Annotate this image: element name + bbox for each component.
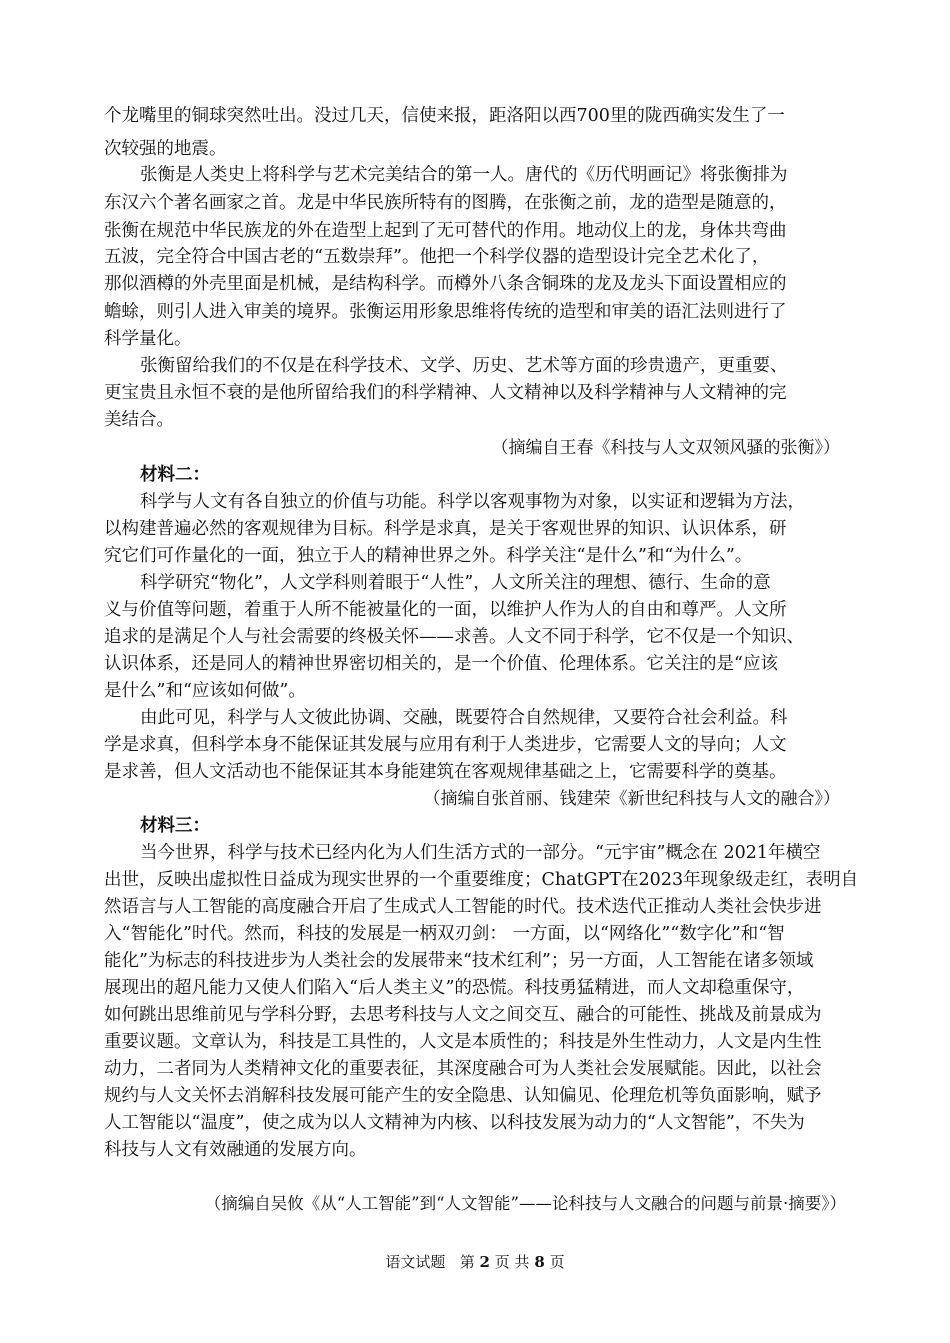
text-line: 是求善，但人文活动也不能保证其本身能建筑在客观规律基础之上，它需要科学的奠基。	[104, 762, 787, 782]
footer-gong: 共	[514, 1253, 530, 1271]
text-line: 科学与人文有各自独立的价值与功能。科学以客观事物为对象，以实证和逻辑为方法，	[140, 492, 805, 512]
text-line: 然语言与人工智能的高度融合开启了生成式人工智能的时代。技术迭代正推动人类社会快步进	[104, 897, 822, 917]
text-line: 当今世界，科学与技术已经内化为人们生活方式的一部分。“元宇宙”概念在 2021年横空	[140, 843, 821, 863]
text-line: 学是求真，但科学本身不能保证其发展与应用有利于人类进步，它需要人文的导向；人文	[104, 735, 787, 755]
section-heading: 材料三：	[140, 816, 210, 836]
text-line: 五波，完全符合中国古老的“五数崇拜”。他把一个科学仪器的造型设计完全艺术化了，	[104, 247, 770, 267]
text-line: 个龙嘴里的铜球突然吐出。没过几天，信使来报，距洛阳以西700里的陇西确实发生了一	[104, 106, 785, 126]
text-line: 是什么”和“应该如何做”。	[104, 681, 306, 701]
text-line: 以构建普遍必然的客观规律为目标。科学是求真，是关于客观世界的知识、认识体系，研	[104, 519, 787, 539]
text-line: 科技与人文有效融通的发展方向。	[104, 1140, 367, 1160]
text-line: 动力，二者同为人类精神文化的重要表征，其深度融合可为人类社会发展赋能。因此，以社会	[104, 1059, 822, 1079]
text-line: 次较强的地震。	[104, 139, 227, 159]
footer-ye: 页	[494, 1253, 510, 1271]
page-footer	[0, 1252, 950, 1272]
text-line: 由此可见，科学与人文彼此协调、交融，既要符合自然规律，又要符合社会利益。科	[140, 708, 788, 728]
citation: （摘编自王春《科技与人文双领风骚的张衡》）	[491, 438, 840, 458]
text-line: 人工智能以“温度”，使之成为以人文精神为内核、以科技发展为动力的“人文智能”，不失为	[104, 1113, 805, 1133]
footer-page-number: 2	[479, 1253, 490, 1271]
text-line: 那似酒樽的外壳里面是机械，是结构科学。而樽外八条含铜珠的龙及龙头下面设置相应的	[104, 274, 787, 294]
text-line: 科学量化。	[104, 329, 192, 349]
text-line: 究它们可作量化的一面，独立于人的精神世界之外。科学关注“是什么”和“为什么”。	[104, 546, 753, 566]
text-line: 追求的是满足个人与社会需要的终极关怀——求善。人文不同于科学，它不仅是一个知识、	[104, 627, 804, 647]
text-line: 义与价值等问题，着重于人所不能被量化的一面，以维护人作为人的自由和尊严。人文所	[104, 600, 787, 620]
text-line: 张衡是人类史上将科学与艺术完美结合的第一人。唐代的《历代明画记》将张衡排为	[140, 165, 788, 185]
text-line: 东汉六个著名画家之首。龙是中华民族所特有的图腾，在张衡之前，龙的造型是随意的，	[104, 193, 787, 213]
footer-ye2: 页	[549, 1253, 565, 1271]
text-line: 重要议题。文章认为，科技是工具性的，人文是本质性的；科技是外生性动力，人文是内生性	[104, 1032, 822, 1052]
text-line: 更宝贵且永恒不衰的是他所留给我们的科学精神、人文精神以及科学精神与人文精神的完	[104, 383, 787, 403]
text-line: 如何跳出思维前见与学科分野，去思考科技与人文之间交互、融合的可能性、挑战及前景成为	[104, 1005, 822, 1025]
footer-di: 第	[459, 1253, 475, 1271]
section-heading: 材料二：	[140, 465, 210, 485]
citation: （摘编自张首丽、钱建荣《新世纪科技与人文的融合》）	[423, 789, 840, 809]
text-line: 出世，反映出虚拟性日益成为现实世界的一个重要维度；ChatGPT在2023年现象级走红，表明自	[104, 870, 859, 890]
text-line: 入“智能化”时代。然而，科技的发展是一柄双刃剑： 一方面，以“网络化”“数字化”和“智	[104, 924, 785, 944]
footer-total-pages: 8	[534, 1253, 545, 1271]
text-line: 科学研究“物化”，人文学科则着眼于“人性”，人文所关注的理想、德行、生命的意	[140, 573, 771, 593]
text-line: 美结合。	[104, 410, 174, 430]
text-line: 能化”为标志的科技进步为人类社会的发展带来“技术红利”；另一方面，人工智能在诸多领域	[104, 951, 814, 971]
text-line: 认识体系，还是同人的精神世界密切相关的，是一个价值、伦理体系。它关注的是“应该	[104, 654, 778, 674]
footer-subject: 语文试题	[385, 1253, 446, 1271]
text-line: 展现出的超凡能力又使人们陷入“后人类主义”的恐慌。科技勇猛精进，而人文却稳重保守，	[104, 978, 805, 998]
text-line: 张衡在规范中华民族龙的外在造型上起到了无可替代的作用。地动仪上的龙，身体共弯曲	[104, 221, 787, 241]
text-line: 规约与人文关怀去消解科技发展可能产生的安全隐患、认知偏见、伦理危机等负面影响，赋予	[104, 1086, 822, 1106]
text-line: 蟾蜍，则引人进入审美的境界。张衡运用形象思维将传统的造型和审美的语汇法则进行了	[104, 302, 787, 322]
text-line: 张衡留给我们的不仅是在科学技术、文学、历史、艺术等方面的珍贵遗产，更重要、	[140, 356, 788, 376]
citation: （摘编自吴攸《从“人工智能”到“人文智能”——论科技与人文融合的问题与前景·摘要》）	[204, 1194, 846, 1213]
